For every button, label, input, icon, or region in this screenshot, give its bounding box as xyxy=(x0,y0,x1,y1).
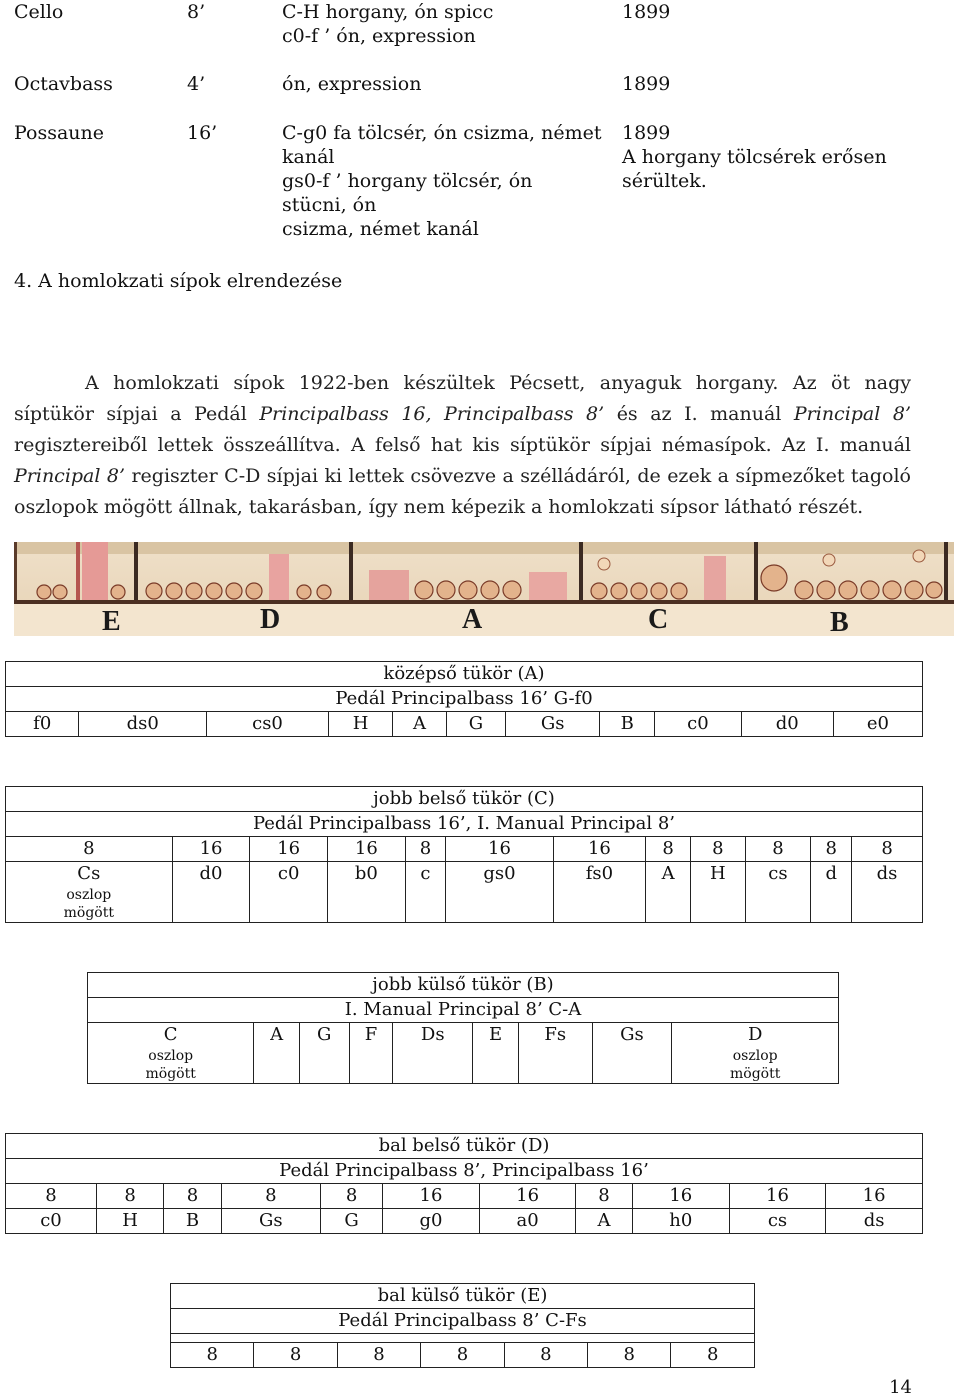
feet-cell: 8 xyxy=(164,1184,221,1209)
feet-cell: 8 xyxy=(852,837,923,862)
stop-name: Cello xyxy=(14,1,64,23)
note-cell xyxy=(88,1023,254,1084)
photo-label-b: B xyxy=(830,607,849,636)
note-cell: g0 xyxy=(383,1209,480,1234)
note-cell: cs0 xyxy=(207,712,329,737)
table-left-outer-mirror-e xyxy=(170,1283,755,1368)
stop-description xyxy=(282,0,602,48)
note-cell xyxy=(6,862,173,923)
note-cell: B xyxy=(164,1209,221,1234)
feet-cell: 16 xyxy=(172,837,250,862)
note-cell: c xyxy=(405,862,445,923)
para-text: regiszter C-D sípjai ki lettek csövezve a szélládáról, de ezek a sípmezőket tagoló oszlopok mögött állnak, takarásban, így nem képezik a homlokzati sípsor látható részét. xyxy=(14,465,911,518)
page-number: 14 xyxy=(889,1377,912,1398)
section-heading: 4. A homlokzati sípok elrendezése xyxy=(14,270,343,292)
stop-name: Octavbass xyxy=(14,73,113,95)
table-subtitle: Pedál Principalbass 16’, I. Manual Principal 8’ xyxy=(6,812,923,837)
feet-cell: 8 xyxy=(645,837,690,862)
table-middle-mirror-a xyxy=(5,661,923,737)
note-sub: oszlop xyxy=(148,1048,194,1064)
pillar xyxy=(369,570,409,602)
note-text: D xyxy=(747,1024,763,1045)
note-cell: ds xyxy=(826,1209,923,1234)
note-cell: Ds xyxy=(393,1023,473,1084)
facade-drawing-photo xyxy=(14,542,954,636)
table-row-notes xyxy=(6,862,923,923)
stop-desc-line: gs0-f ’ horgany tölcsér, ón stücni, ón xyxy=(282,170,533,216)
stop-feet: 16’ xyxy=(187,122,218,144)
table-row-notes xyxy=(6,1209,923,1234)
para-text: regisztereiből lettek összeállítva. A felső hat kis síptükör sípjai némasípok. Az I. manuál xyxy=(14,434,911,456)
feet-cell: 8 xyxy=(321,1184,383,1209)
stop-desc-line: C-H horgany, ón spicc xyxy=(282,1,494,23)
note-cell: d xyxy=(811,862,852,923)
feet-cell: 16 xyxy=(553,837,645,862)
note-cell: d0 xyxy=(172,862,250,923)
table-title: középső tükör (A) xyxy=(6,662,923,687)
table-title: jobb belső tükör (C) xyxy=(6,787,923,812)
stop-description: ón, expression xyxy=(282,73,422,95)
pillar xyxy=(269,554,289,602)
stop-desc-line: kanál xyxy=(282,146,335,168)
note-cell: e0 xyxy=(833,712,922,737)
feet-cell: 8 xyxy=(96,1184,163,1209)
note-cell: G xyxy=(446,712,505,737)
table-title: jobb külső tükör (B) xyxy=(88,973,839,998)
note-cell: Gs xyxy=(505,712,600,737)
feet-cell: 8 xyxy=(691,837,745,862)
feet-cell: 16 xyxy=(446,837,554,862)
table-title: bal belső tükör (D) xyxy=(6,1134,923,1159)
note-cell: cs xyxy=(745,862,811,923)
note-cell: H xyxy=(329,712,393,737)
feet-cell: 16 xyxy=(632,1184,729,1209)
feet-cell: 16 xyxy=(479,1184,575,1209)
note-cell: f0 xyxy=(6,712,79,737)
note-cell: G xyxy=(321,1209,383,1234)
stop-desc-line: C-g0 fa tölcsér, ón csizma, német xyxy=(282,122,602,144)
feet-cell: 8 xyxy=(254,1343,337,1368)
feet-cell: 8 xyxy=(671,1343,755,1368)
feet-cell: 16 xyxy=(250,837,328,862)
note-cell: c0 xyxy=(250,862,328,923)
note-sub: oszlop xyxy=(732,1048,778,1064)
stop-feet: 8’ xyxy=(187,1,206,23)
feet-cell: 8 xyxy=(745,837,811,862)
note-sub: mögött xyxy=(145,1066,196,1082)
feet-cell: 8 xyxy=(221,1184,320,1209)
note-cell: h0 xyxy=(632,1209,729,1234)
pillar xyxy=(529,572,567,602)
note-cell: B xyxy=(600,712,655,737)
table-row-feet xyxy=(171,1343,755,1368)
pillar xyxy=(704,556,726,602)
stop-year: 1899 xyxy=(622,1,671,23)
stop-feet: 4’ xyxy=(187,73,206,95)
note-cell: G xyxy=(299,1023,349,1084)
stop-desc-line: csizma, német kanál xyxy=(282,218,479,240)
note-cell: ds0 xyxy=(79,712,207,737)
note-cell xyxy=(672,1023,839,1084)
note-cell: E xyxy=(473,1023,519,1084)
feet-cell: 8 xyxy=(171,1343,254,1368)
note-cell: A xyxy=(393,712,447,737)
feet-cell: 8 xyxy=(421,1343,504,1368)
note-cell: fs0 xyxy=(553,862,645,923)
para-italic: Principal 8’ xyxy=(14,465,126,487)
photo-label-d: D xyxy=(260,604,281,635)
para-text: A homlokzati sípok 1922-ben készültek Pécsett, anyaguk horgany. Az öt nagy síptükör sípjai a Pedál xyxy=(14,372,911,425)
note-sub: mögött xyxy=(729,1066,781,1082)
feet-cell: 8 xyxy=(576,1184,632,1209)
table-left-inner-mirror-d xyxy=(5,1133,923,1234)
table-subtitle: Pedál Principalbass 16’ G-f0 xyxy=(6,687,923,712)
photo-label-c: C xyxy=(648,604,669,635)
feet-cell: 16 xyxy=(383,1184,480,1209)
facade-drawing xyxy=(14,542,954,636)
note-cell: H xyxy=(96,1209,163,1234)
note-cell: cs xyxy=(729,1209,825,1234)
table-subtitle: Pedál Principalbass 8’, Principalbass 16’ xyxy=(6,1159,923,1184)
pillar xyxy=(82,542,108,600)
feet-cell: 8 xyxy=(588,1343,671,1368)
photo-label-e: E xyxy=(102,606,121,636)
note-cell: Gs xyxy=(221,1209,320,1234)
feet-cell: 8 xyxy=(811,837,852,862)
note-cell: c0 xyxy=(655,712,742,737)
note-cell: A xyxy=(254,1023,299,1084)
note-text: C xyxy=(163,1024,178,1045)
table-row-notes xyxy=(88,1023,839,1084)
feet-cell: 16 xyxy=(729,1184,825,1209)
stop-name: Possaune xyxy=(14,122,104,144)
table-right-outer-mirror-b xyxy=(87,972,839,1084)
table-row-feet xyxy=(6,837,923,862)
stop-desc-line: c0-f ’ ón, expression xyxy=(282,25,476,47)
feet-cell: 8 xyxy=(504,1343,587,1368)
feet-cell: 8 xyxy=(337,1343,420,1368)
feet-cell: 16 xyxy=(826,1184,923,1209)
table-subtitle: I. Manual Principal 8’ C-A xyxy=(88,998,839,1023)
feet-cell: 8 xyxy=(405,837,445,862)
note-sub: mögött xyxy=(63,905,114,921)
note-cell: b0 xyxy=(327,862,405,923)
stop-note-line: A horgany tölcsérek erősen sérültek. xyxy=(622,146,887,192)
stop-year: 1899 xyxy=(622,73,671,95)
feet-cell: 16 xyxy=(327,837,405,862)
note-cell: Gs xyxy=(592,1023,672,1084)
para-italic: Principalbass 16, Principalbass 8’ xyxy=(259,403,605,425)
table-title: bal külső tükör (E) xyxy=(171,1284,755,1309)
note-text: Cs xyxy=(77,863,101,884)
note-cell: gs0 xyxy=(446,862,554,923)
note-cell: a0 xyxy=(479,1209,575,1234)
table-subtitle: Pedál Principalbass 8’ C-Fs xyxy=(171,1309,755,1334)
para-italic: Principal 8’ xyxy=(793,403,911,425)
note-cell: Fs xyxy=(518,1023,592,1084)
table-right-inner-mirror-c xyxy=(5,786,923,923)
note-sub: oszlop xyxy=(66,887,112,903)
stop-description xyxy=(282,121,602,241)
body-paragraph xyxy=(14,368,911,523)
stop-year xyxy=(622,121,952,193)
photo-label-a: A xyxy=(462,604,483,635)
note-cell: H xyxy=(691,862,745,923)
para-text: és az I. manuál xyxy=(604,403,794,425)
table-row-feet xyxy=(6,1184,923,1209)
stop-year-line: 1899 xyxy=(622,122,671,144)
note-cell: d0 xyxy=(741,712,833,737)
table-row-notes xyxy=(6,712,923,737)
note-cell: c0 xyxy=(6,1209,97,1234)
table-spacer-row xyxy=(171,1334,755,1343)
note-cell: F xyxy=(349,1023,393,1084)
note-cell: A xyxy=(576,1209,632,1234)
feet-cell: 8 xyxy=(6,837,173,862)
note-cell: ds xyxy=(852,862,923,923)
feet-cell: 8 xyxy=(6,1184,97,1209)
note-cell: A xyxy=(645,862,690,923)
